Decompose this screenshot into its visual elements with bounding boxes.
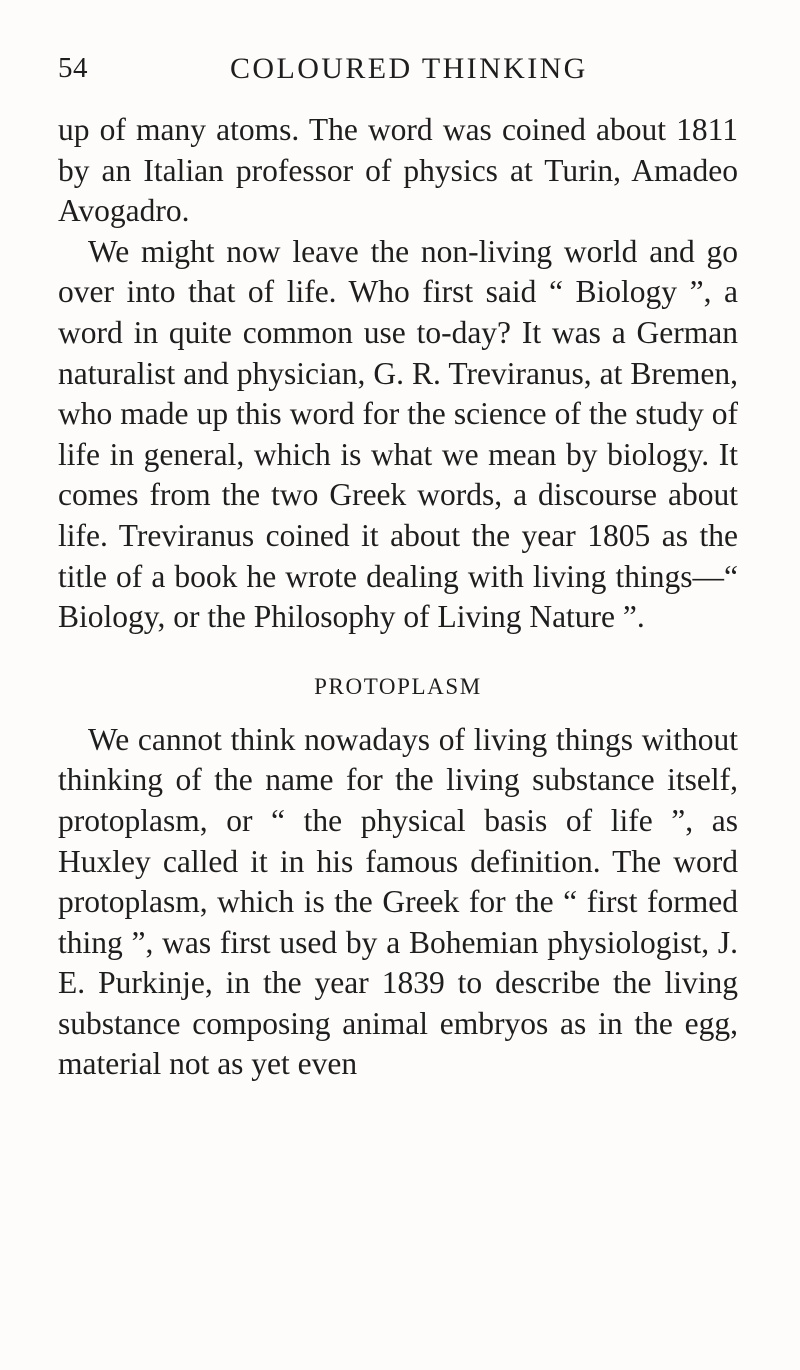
page-header	[58, 52, 738, 92]
page-number: 54	[58, 52, 88, 84]
paragraph-protoplasm: We cannot think nowadays of living things without thinking of the name for the living substance itself, protoplasm, or “ the physical basis of life ”, as Huxley called it in his famous definition. The word protoplasm, which is the Greek for the “ first formed thing ”, was first used by a Bohemian physiologist, J. E. Purkinje, in the year 1839 to describe the living substance composing animal embryos as in the egg, material not as yet even	[58, 721, 738, 1082]
running-title: COLOURED THINKING	[230, 52, 588, 85]
body-text	[58, 110, 738, 1085]
paragraph-biology: We might now leave the non-living world and go over into that of life. Who first said “ Biology ”, a word in quite common use to-day? It was a German naturalist and physician, G. R. Treviranus, at Bremen, who made up this word for the science of the study of life in general, which is what we mean by biology. It comes from the two Greek words, a discourse about life. Treviranus coined it about the year 1805 as the title of a book he wrote dealing with living things—“ Biology, or the Philosophy of Living Nature ”.	[58, 233, 738, 635]
section-heading: PROTOPLASM	[314, 673, 482, 699]
paragraph-continuation: up of many atoms. The word was coined about 1811 by an Italian professor of physics at Turin, Amadeo Avogadro.	[58, 112, 738, 229]
